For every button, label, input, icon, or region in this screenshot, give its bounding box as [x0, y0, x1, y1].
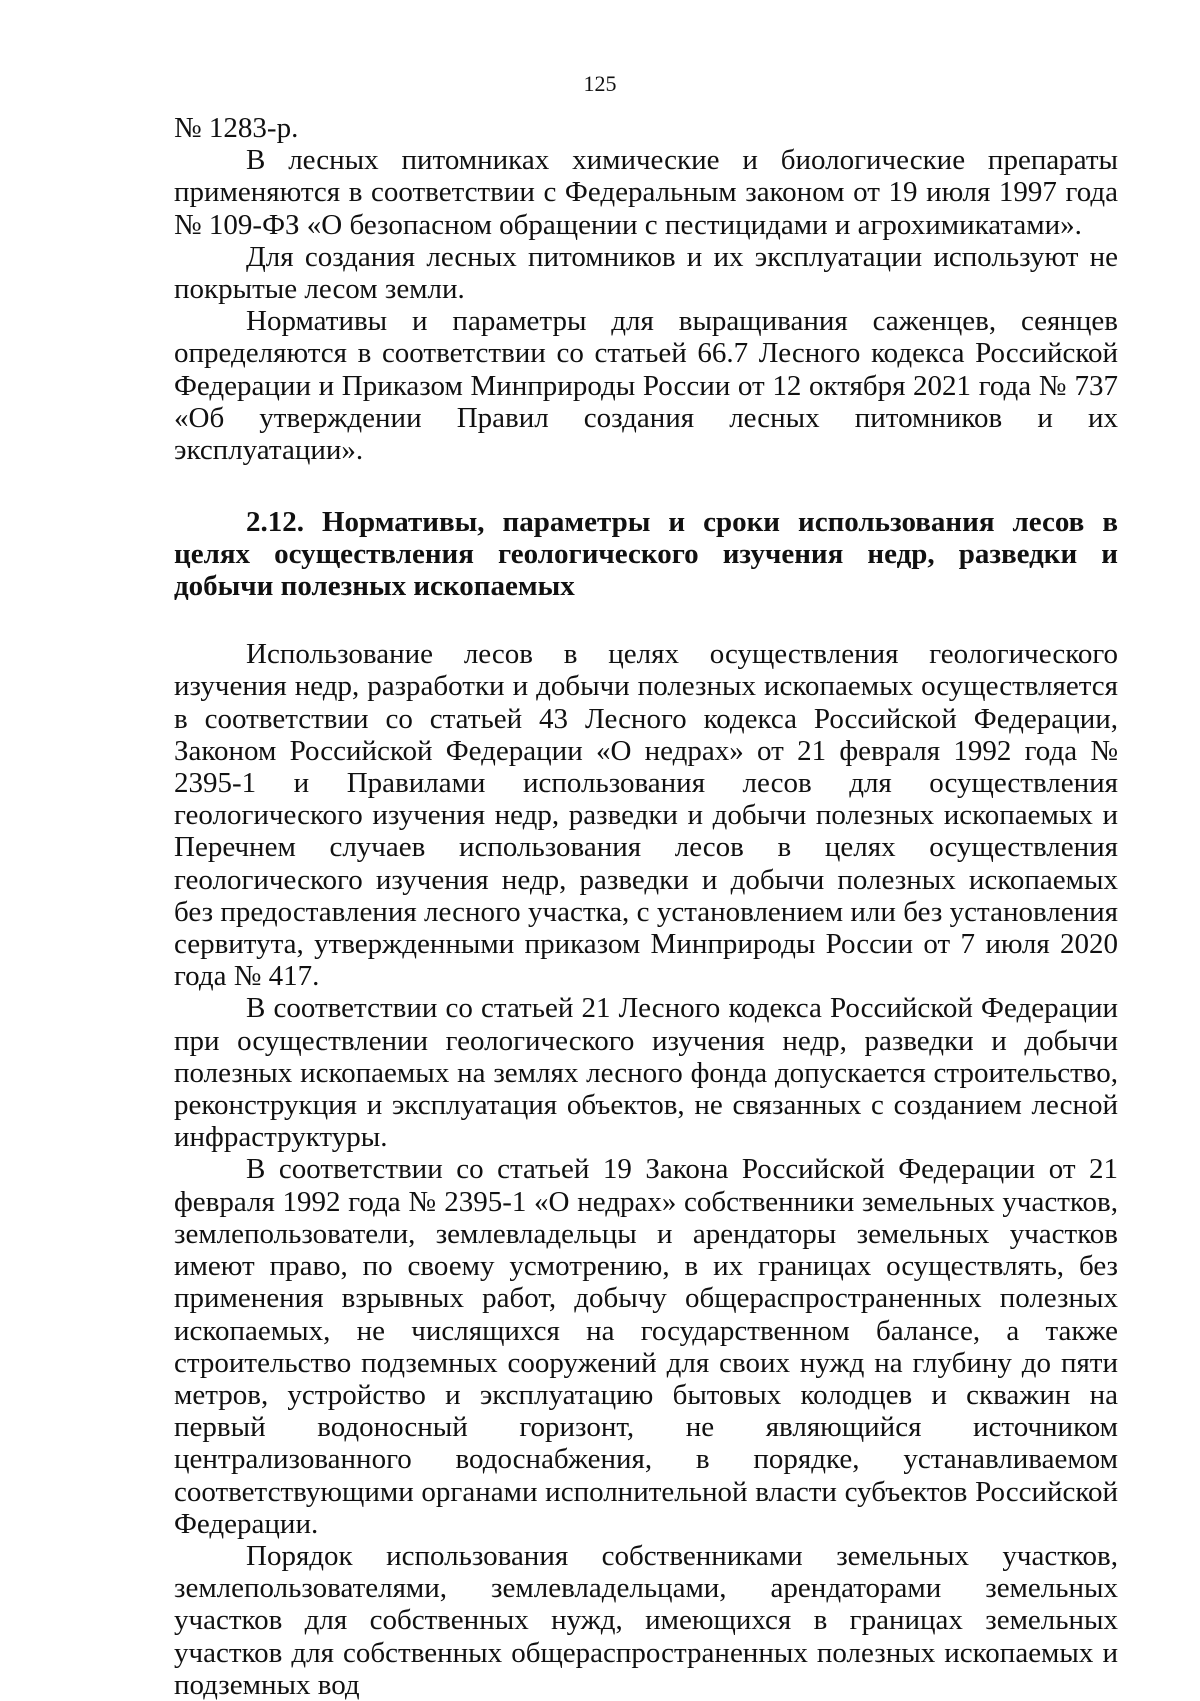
paragraph: № 1283-р.: [174, 112, 299, 144]
paragraph: В соответствии со статьей 21 Лесного кодекса Российской Федерации при осуществлении геологического изучения недр, разведки и добычи полезных ископаемых на землях лесного фонда допускается строительство, реконструкция и эксплуатация объектов, не связанных с созданием лесной инфраструктуры.: [174, 992, 1118, 1154]
page-number: 125: [583, 71, 617, 96]
paragraph: Порядок использования собственниками земельных участков, землепользователями, землевладельцами, арендаторами земельных участков для собственных нужд, имеющихся в границах земельных участков для собственных общераспространенных полезных ископаемых и подземных вод: [174, 1539, 1118, 1701]
paragraph: Для создания лесных питомников и их эксплуатации используют не покрытые лесом земли.: [174, 240, 1118, 306]
paragraph: Нормативы и параметры для выращивания саженцев, сеянцев определяются в соответствии со статьей 66.7 Лесного кодекса Российской Федерации и Приказом Минприроды России от 12 октября 2021 года № 737 «Об утверждении Правил создания лесных питомников и их эксплуатации».: [174, 305, 1118, 467]
paragraph: Использование лесов в целях осуществления геологического изучения недр, разработки и добычи полезных ископаемых осуществляется в соответствии со статьей 43 Лесного кодекса Российской Федерации, Законом Российской Федерации «О недрах» от 21 февраля 1992 года № 2395-1 и Правилами использования лесов для осуществления геологического изучения недр, разведки и добычи полезных ископаемых и Перечнем случаев использования лесов в целях осуществления геологического изучения недр, разведки и добычи полезных ископаемых без предоставления лесного участка, с установлением или без установления сервитута, утвержденными приказом Минприроды России от 7 июля 2020 года № 417.: [174, 638, 1118, 993]
paragraph: В лесных питомниках химические и биологические препараты применяются в соответствии с Федеральным законом от 19 июля 1997 года № 109-ФЗ «О безопасном обращении с пестицидами и агрохимикатами».: [174, 144, 1118, 241]
section-heading: 2.12. Нормативы, параметры и сроки использования лесов в целях осуществления геологического изучения недр, разведки и добычи полезных ископаемых: [174, 506, 1118, 603]
page-content: [174, 112, 1118, 1701]
paragraph: В соответствии со статьей 19 Закона Российской Федерации от 21 февраля 1992 года № 2395-1 «О недрах» собственники земельных участков, землепользователи, землевладельцы и арендаторы земельных участков имеют право, по своему усмотрению, в их границах осуществлять, без применения взрывных работ, добычу общераспространенных полезных ископаемых, не числящихся на государственном балансе, а также строительство подземных сооружений для своих нужд на глубину до пяти метров, устройство и эксплуатацию бытовых колодцев и скважин на первый водоносный горизонт, не являющийся источником централизованного водоснабжения, в порядке, устанавливаемом соответствующими органами исполнительной власти субъектов Российской Федерации.: [174, 1153, 1118, 1540]
